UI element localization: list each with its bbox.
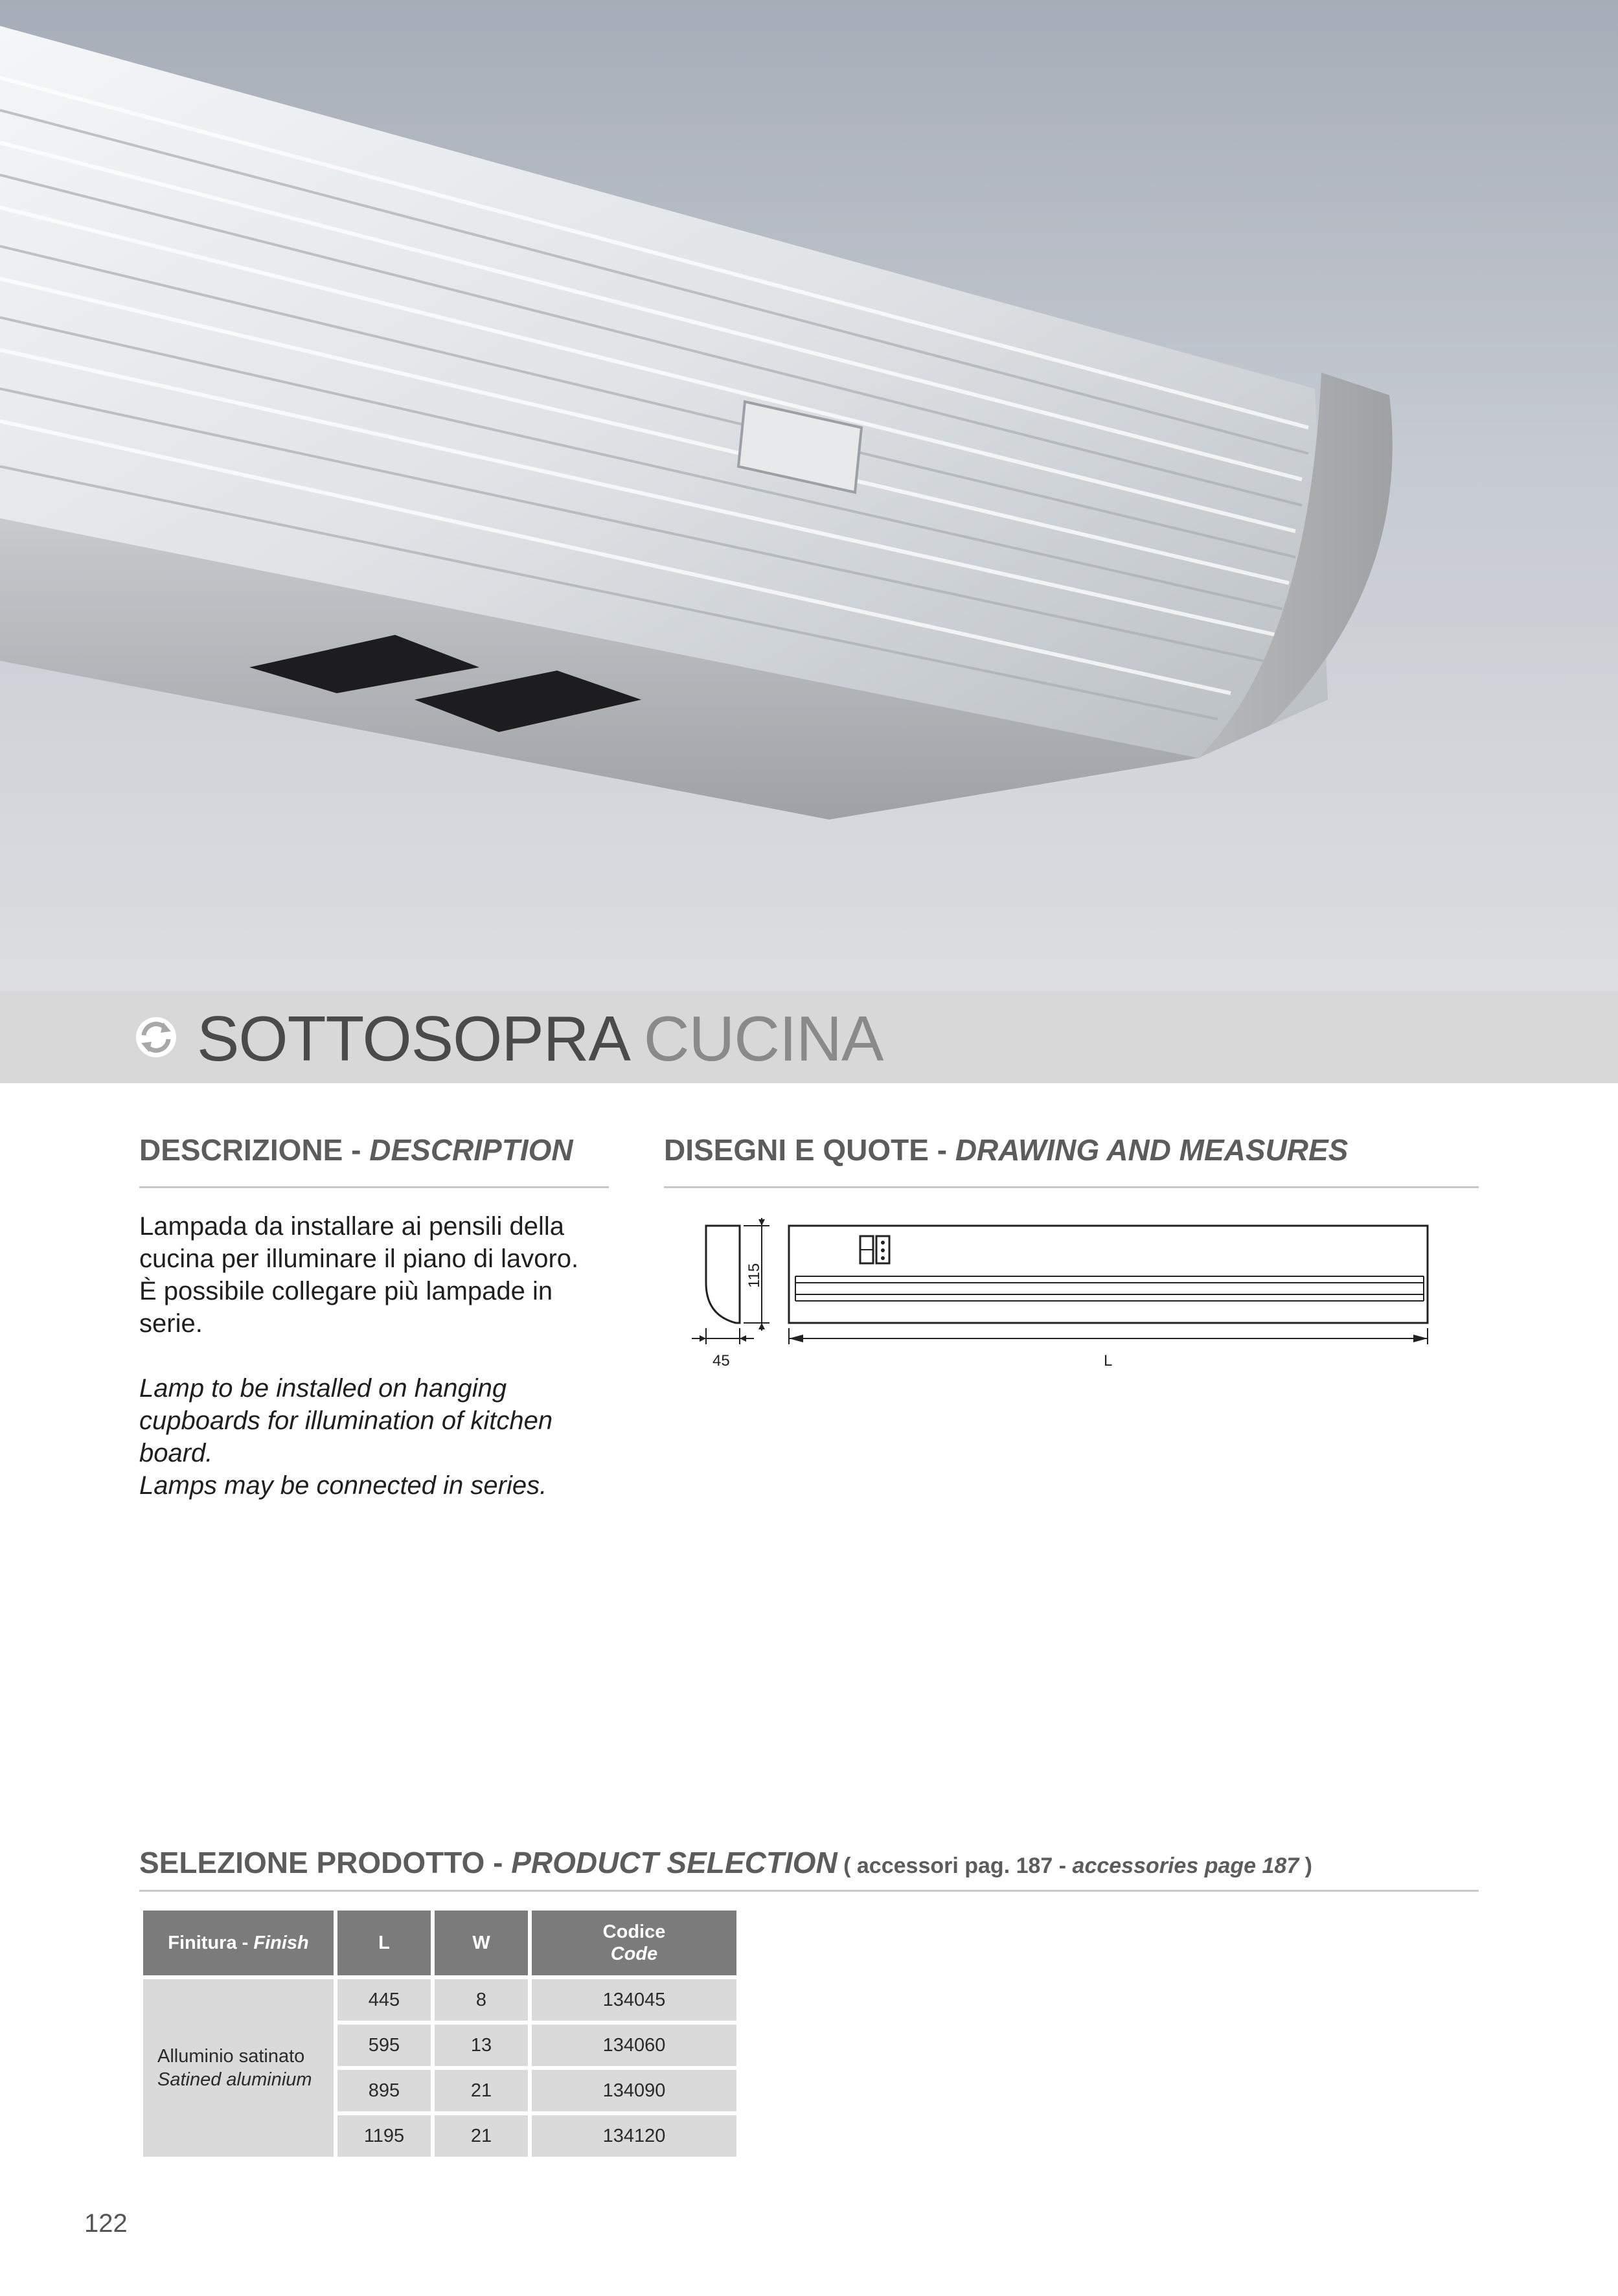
col-header-code — [532, 1911, 736, 1975]
title-accent: CUCINA — [643, 1003, 883, 1074]
description-line: serie. — [139, 1309, 203, 1338]
col-finish-en: Finish — [253, 1933, 309, 1953]
finish-it: Alluminio satinato — [157, 2046, 305, 2067]
product-photo — [0, 0, 1618, 991]
drawing-rule — [664, 1186, 1479, 1188]
dim-width-label: 45 — [712, 1352, 730, 1370]
accessories-note-en: accessories page 187 — [1072, 1854, 1299, 1878]
cell-l: 595 — [337, 2025, 431, 2066]
description-line-en: Lamps may be connected in series. — [139, 1471, 547, 1500]
description-heading-it: DESCRIZIONE - — [139, 1133, 370, 1167]
product-title — [197, 1003, 883, 1074]
drawing-heading-en: DRAWING AND MEASURES — [955, 1133, 1349, 1167]
finish-en: Satined aluminium — [157, 2069, 312, 2090]
cell-w: 13 — [435, 2025, 528, 2066]
col-code-it: Codice — [602, 1922, 666, 1942]
drawing-heading-it: DISEGNI E QUOTE - — [664, 1133, 955, 1167]
rotate-arrows-icon — [135, 1016, 177, 1059]
finish-cell — [143, 1979, 334, 2157]
description-rule — [139, 1186, 609, 1188]
description-line-en: cupboards for illumination of kitchen — [139, 1406, 553, 1435]
page-number: 122 — [84, 2209, 128, 2238]
title-main: SOTTOSOPRA — [197, 1003, 627, 1074]
col-header-l: L — [337, 1911, 431, 1975]
selection-heading — [139, 1844, 1312, 1884]
cell-l: 895 — [337, 2070, 431, 2111]
description-line: Lampada da installare ai pensili della — [139, 1212, 564, 1241]
cell-l: 445 — [337, 1979, 431, 2021]
col-header-w: W — [435, 1911, 528, 1975]
description-heading — [139, 1132, 573, 1168]
drawing-heading — [664, 1132, 1348, 1168]
product-selection-table — [139, 1907, 740, 2161]
description-heading-en: DESCRIPTION — [369, 1133, 573, 1167]
front-outline — [789, 1226, 1428, 1323]
col-header-finish — [143, 1911, 334, 1975]
accessories-note: ( accessori pag. 187 - — [843, 1854, 1073, 1878]
description-line-en: Lamp to be installed on hanging — [139, 1374, 507, 1403]
cell-code: 134120 — [532, 2115, 736, 2157]
cell-code: 134045 — [532, 1979, 736, 2021]
cell-w: 8 — [435, 1979, 528, 2021]
cell-w: 21 — [435, 2070, 528, 2111]
col-code-en: Code — [610, 1944, 658, 1964]
cell-l: 1195 — [337, 2115, 431, 2157]
selection-rule — [139, 1890, 1479, 1892]
profile-outline — [706, 1226, 740, 1323]
cell-code: 134060 — [532, 2025, 736, 2066]
accessories-note-close: ) — [1299, 1854, 1313, 1878]
dim-height-label: 115 — [746, 1263, 763, 1288]
description-line-en: board. — [139, 1439, 213, 1467]
dim-length-label: L — [1104, 1352, 1113, 1370]
description-line: cucina per illuminare il piano di lavoro. — [139, 1245, 579, 1273]
table-row — [143, 1979, 736, 2021]
col-finish-it: Finitura - — [168, 1933, 254, 1953]
cell-w: 21 — [435, 2115, 528, 2157]
lamp-photo-illustration — [0, 0, 1618, 991]
selection-heading-it: SELEZIONE PRODOTTO - — [139, 1846, 512, 1879]
description-text — [139, 1210, 619, 1502]
cell-code: 134090 — [532, 2070, 736, 2111]
technical-drawing — [674, 1211, 1438, 1380]
description-line: È possibile collegare più lampade in — [139, 1277, 553, 1305]
selection-heading-en: PRODUCT SELECTION — [511, 1846, 837, 1879]
